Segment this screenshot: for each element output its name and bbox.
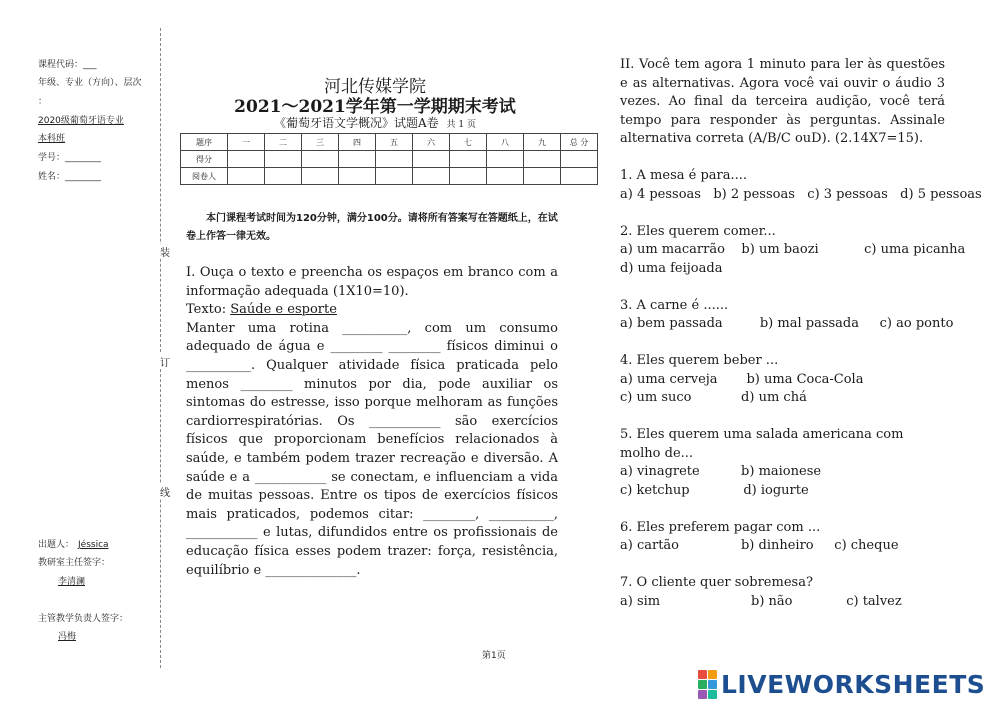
question-4: 4. Eles querem beber ...: [620, 353, 779, 368]
course-code-field: 课程代码：___: [38, 60, 97, 70]
text-label: Texto:: [186, 302, 231, 318]
question-4-options: a) uma cerveja b) uma Coca-Cola: [620, 371, 864, 387]
question-2-options-2: d) uma feijoada: [620, 260, 723, 276]
column-header: 总 分: [561, 134, 598, 151]
grader-cell: [524, 168, 561, 185]
student-id-field: 学号：________: [38, 153, 102, 163]
question-3-options: a) bem passada b) mal passada c) ao ponto: [620, 316, 954, 331]
row-label: 题序: [181, 134, 228, 151]
logo-tile: [708, 680, 717, 689]
column-header: 五: [376, 134, 413, 151]
score-cell: [450, 151, 487, 168]
score-cell: [302, 151, 339, 168]
question-7-options: a) sim b) não c) talvez: [620, 593, 902, 609]
logo-tile: [698, 680, 707, 689]
grade-table-header-row: [181, 134, 598, 151]
logo-text: LIVEWORKSHEETS: [721, 669, 986, 699]
exam-notice: 本门课程考试时间为120分钟，满分100分。请将所有答案写在答题纸上，在试卷上作答一律无效。: [186, 213, 558, 242]
grade-major-field: 年级、专业（方向）、层次: [38, 78, 142, 88]
logo-tiles-icon: [698, 670, 717, 699]
class-line: 2020级葡萄牙语专业: [38, 116, 124, 126]
score-cell: [228, 151, 265, 168]
column-header: 一: [228, 134, 265, 151]
grader-cell: [561, 168, 598, 185]
grader-cell: [376, 168, 413, 185]
logo-tile: [708, 690, 717, 699]
logo-tile: [708, 670, 717, 679]
question-7: 7. O cliente quer sobremesa?: [620, 575, 813, 590]
grader-row: [181, 168, 598, 185]
column-header: 九: [524, 134, 561, 151]
row-label: 得分: [181, 151, 228, 168]
question-2: 2. Eles querem comer...: [620, 223, 776, 239]
score-cell: [265, 151, 302, 168]
column-header: 三: [302, 134, 339, 151]
grader-cell: [265, 168, 302, 185]
dean-name: 冯梅: [58, 632, 77, 642]
question-5-options-2: c) ketchup d) iogurte: [620, 482, 809, 498]
score-cell: [413, 151, 450, 168]
text-heading: [186, 301, 558, 320]
question-2-options: a) um macarrão b) um baozi c) uma picanha: [620, 242, 966, 257]
question-3: 3. A carne é ......: [620, 297, 729, 313]
column-header: 四: [339, 134, 376, 151]
logo-tile: [698, 690, 707, 699]
fill-in-passage: Manter uma rotina __________, com um consumo adequado de água e ________ ________ físicos diminui o __________. Qualquer atividade física praticada pelo menos ________ minutos por dia, pode auxiliar os sintomas do estresse, isso porque melhoram as funções cardiorrespiratórias. Os ___________ são exercícios físicos que proporcionam benefícios relacionados à saúde, e também podem trazer recreação e diversão. A saúde e a ___________ se conectam, e influenciam a vida de muitas pessoas. Entre os tipos de exercícios físicos mais praticados, podemos citar: ________, __________, ___________ e lutas, difundidos entre os profissionais de educação física esses podem trazer: força, resistência, equilíbrio e ______________.: [186, 320, 558, 578]
text-title: Saúde e esporte: [230, 302, 337, 318]
question-1-options: a) 4 pessoas b) 2 pessoas c) 3 pessoas d) 5 pessoas: [620, 186, 982, 202]
part-one-instruction: I. Ouça o texto e preencha os espaços em branco com a informação adequada (1X10=10).: [186, 265, 558, 299]
grader-cell: [487, 168, 524, 185]
question-6: 6. Eles preferem pagar com ...: [620, 519, 821, 535]
school-name: 河北传媒学院: [324, 77, 426, 97]
column-header: 八: [487, 134, 524, 151]
column-header: 六: [413, 134, 450, 151]
part-one: [186, 264, 558, 580]
grader-cell: [450, 168, 487, 185]
grader-cell: [339, 168, 376, 185]
setter-name: Jéssica: [78, 540, 109, 550]
grade-table: [180, 133, 598, 185]
question-6-options: a) cartão b) dinheiro c) cheque: [620, 538, 899, 553]
binding-line: [160, 28, 161, 668]
question-1: 1. A mesa é para....: [620, 168, 748, 183]
binding-mark-2: 订: [160, 354, 170, 369]
column-header: 七: [450, 134, 487, 151]
column-header: 二: [265, 134, 302, 151]
part-two: [620, 56, 982, 611]
grade-major-colon: ：: [38, 97, 48, 107]
paper-name: 《葡萄牙语文学概况》试题A卷: [274, 116, 439, 130]
score-cell: [376, 151, 413, 168]
row-label: 阅卷人: [181, 168, 228, 185]
grader-cell: [413, 168, 450, 185]
page-count: 共 1 页: [446, 120, 476, 130]
logo-tile: [698, 670, 707, 679]
paper-title: [220, 114, 530, 131]
student-name-field: 姓名：________: [38, 172, 102, 182]
binding-mark-1: 装: [160, 244, 170, 259]
question-5: 5. Eles querem uma salada americana com molho de...: [620, 427, 904, 461]
exam-title: 2021～2021学年第一学期期末考试: [234, 97, 516, 117]
score-cell: [561, 151, 598, 168]
question-4-options-2: c) um suco d) um chá: [620, 390, 807, 405]
dean-label: 主管教学负责人签字：: [38, 614, 129, 624]
score-cell: [524, 151, 561, 168]
setter-label: 出题人：: [38, 540, 75, 550]
director-name: 李清澜: [58, 577, 86, 587]
setter-field: [38, 540, 109, 551]
page-number: 第1页: [482, 651, 506, 661]
score-cell: [487, 151, 524, 168]
part-two-instruction: II. Você tem agora 1 minuto para ler às questões e as alternativas. Agora você vai ouvir o áudio 3 vezes. Ao final da terceira audição, você terá tempo para responder às perguntas. Assinale alternativa correta (A/B/C ouD). (2.14X7=15).: [620, 57, 945, 146]
question-5-options: a) vinagrete b) maionese: [620, 464, 822, 479]
grader-cell: [228, 168, 265, 185]
binding-mark-3: 线: [160, 484, 170, 499]
score-row: [181, 151, 598, 168]
grader-cell: [302, 168, 339, 185]
director-label: 教研室主任签字：: [38, 558, 111, 568]
liveworksheets-logo[interactable]: [698, 670, 985, 698]
class-line-2: 本科班: [38, 134, 66, 144]
score-cell: [339, 151, 376, 168]
